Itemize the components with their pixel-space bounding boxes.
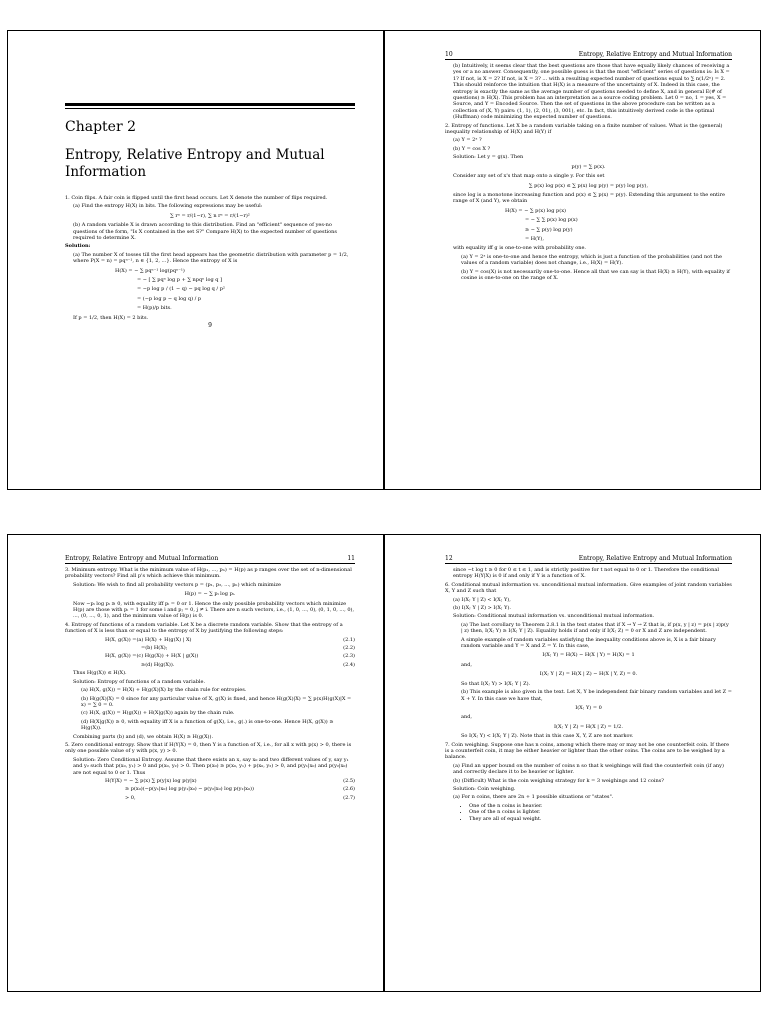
problem-2b: (b) Y = cos X ? xyxy=(453,145,491,152)
document-page-9 xyxy=(7,30,384,490)
equation-entropy-a: H(X) = − ∑ pqⁿ⁻¹ log(pqⁿ⁻¹) xyxy=(115,267,185,274)
solution-2: Solution: Let y = g(x). Then xyxy=(453,154,524,161)
solution-6-title: Solution: Conditional mutual information vs. unconditional mutual information. xyxy=(453,613,655,620)
equation-2-4: ≥(d) H(g(X)). (2.4) xyxy=(141,661,355,668)
equation-hx-d: = H(Y), xyxy=(525,235,544,242)
problem-7a: (a) Find an upper bound on the number of coins n so that k weighings will find the counterfeit coin (if any) and correctly declare it to be heavier or lighter. xyxy=(453,762,724,776)
solution-7-title: Solution: Coin weighing. xyxy=(453,785,516,792)
solution-2b: (b) Y = cos(X) is not necessarily one-to-one. Hence all that we can say is that H(X) ≥ H(Y), with equality if cosine is one-to-one on the range of X. xyxy=(461,268,730,281)
paragraph-equality: with equality iff g is one-to-one with probability one. xyxy=(453,245,587,252)
solution-4d: (d) H(X|g(X)) ≥ 0, with equality iff X is a function of g(X), i.e., g(.) is one-to-one. Hence H(X, g(X)) ≥ H(g(X)). xyxy=(81,718,334,732)
solution-6a: (a) The last corollary to Theorem 2.8.1 in the text states that if X → Y → Z that is, if p(x, y | z) = p(x | z)p(y | z) then, I(X; Y) ≥ I(X; Y | Z). Equality holds if and only if I(X; Z) = 0 or X and Z are independent. xyxy=(461,621,729,635)
equation-py: p(y) = ∑ p(x). xyxy=(571,163,606,170)
header-title: Entropy, Relative Entropy and Mutual Information xyxy=(578,51,732,58)
solution-4b: (b) H(g(X)|X) = 0 since for any particular value of X, g(X) is fixed, and hence H(g(X)|X) = ∑ p(x)H(g(X)|X = x) = ∑ 0 = 0. xyxy=(81,695,352,708)
paragraph-not-markov: So I(X; Y) < I(X; Y | Z). Note that in this case X, Y, Z are not markov. xyxy=(461,733,634,740)
chapter-label: Chapter 2 xyxy=(65,119,136,135)
equation-ixyz: I(X; Y | Z) = H(X | Z) − H(X | Y, Z) = 0. xyxy=(539,671,638,678)
page-header xyxy=(65,555,355,564)
paragraph-since: since −t log t ≥ 0 for 0 ≤ t ≤ 1, and is strictly positive for t not equal to 0 or 1. Therefore the conditional entropy H(Y|X) is 0 if and only if Y is a function of X. xyxy=(453,567,719,580)
equation-entropy-e: = H(p)/p bits. xyxy=(137,305,172,312)
solution-4c: (c) H(X, g(X)) = H(g(X)) + H(X|g(X)) again by the chain rule. xyxy=(81,710,235,717)
problem-7b: (b) (Difficult) What is the coin weighing strategy for k = 3 weighings and 12 coins? xyxy=(453,777,664,784)
equation-2-7: > 0, (2.7) xyxy=(125,794,355,801)
solution-3: Solution: We wish to find all probability vectors p = (p₁, p₂, ..., pₙ) which minimize xyxy=(73,581,281,588)
problem-5: 5. Zero conditional entropy. Show that if H(Y|X) = 0, then Y is a function of X, i.e., for all x with p(x) > 0, there is only one possible value of y with p(x, y) > 0. xyxy=(65,741,352,755)
solution-5: Solution: Zero Conditional Entropy. Assume that there exists an x, say x₀ and two different values of y, say y₁ and y₂ such that p(x₀, y₁) > 0 and p(x₀, y₂) > 0. Then p(x₀) ≥ p(x₀, y₁) + p(x₀, y₂) > 0, and p(y₁|x₀) and p(y₂|x₀) are not equal to 0 or 1. Thus xyxy=(73,756,349,776)
paragraph-thus: Thus H(g(X)) ≤ H(X). xyxy=(73,670,127,677)
page-header xyxy=(445,555,732,564)
header-page-number: 11 xyxy=(347,555,355,562)
page-number: 9 xyxy=(208,322,212,330)
chapter-title: Entropy, Relative Entropy and Mutual Information xyxy=(65,147,325,180)
document-page-12 xyxy=(384,534,761,992)
equation-ixy-zero: I(X; Y) = 0 xyxy=(575,704,602,711)
header-page-number: 12 xyxy=(445,555,453,562)
equation-ixyz-half: I(X; Y | Z) = H(X | Z) = 1/2. xyxy=(554,723,623,730)
equation-hx-c: ≥ − ∑ p(y) log p(y) xyxy=(525,226,573,233)
solution-4a: (a) H(X, g(X)) = H(X) + H(g(X)|X) by the chain rule for entropies. xyxy=(81,687,247,694)
equation-2-2: =(b) H(X); (2.2) xyxy=(141,645,355,652)
and-label: and, xyxy=(461,714,472,721)
equation-sum-log: ∑ p(x) log p(x) ≤ ∑ p(x) log p(y) = p(y) log p(y), xyxy=(528,182,649,189)
solution-1b: (b) Intuitively, it seems clear that the best questions are those that have equally likely chances of receiving a yes or a no answer. Consequently, one possible guess is that the most "efficient" series of questions is: Is X = 1? If not, is X = 2? If not, is X = 3? ... with a resulting expected number of questions equal to ∑ n(1/2ⁿ) = 2. This should reinforce the intuition that H(X) is a measure of the uncertainty of X. Indeed in this case, the entropy is exactly the same as the average number of questions needed to define X, and in general E(# of questions) ≥ H(X). This problem has an interpretation as a source coding problem. Let 0 = no, 1 = yes, X = Source, and Y = Encoded Source. Then the set of questions in the above procedure can be written as a collection of (X, Y) pairs: (1, 1), (2, 01), (3, 001), etc. In fact, this intuitively derived code is the optimal (Huffman) code minimizing the expected number of questions. xyxy=(453,63,730,121)
document-page-10 xyxy=(384,30,761,490)
list-item: • One of the n coins is lighter. xyxy=(469,809,732,815)
problem-1: 1. Coin flips. A fair coin is flipped until the first head occurs. Let X denote the number of flips required. xyxy=(65,195,328,201)
equation-hx-b: = − ∑ ∑ p(x) log p(x) xyxy=(525,217,578,224)
problem-3: 3. Minimum entropy. What is the minimum value of H(p₁, ..., pₙ) = H(p) as p ranges over the set of n-dimensional probability vectors? Find all p's which achieve this minimum. xyxy=(65,567,352,580)
document-page-11 xyxy=(7,534,384,992)
paragraph-so-that: So that I(X; Y) > I(X; Y | Z). xyxy=(461,680,531,687)
problem-6b: (b) I(X; Y | Z) > I(X; Y). xyxy=(453,605,512,612)
problem-2: 2. Entropy of functions. Let X be a random variable taking on a finite number of values. What is the (general) inequality relationship of H(X) and H(Y) if xyxy=(445,122,723,136)
solution-4-title: Solution: Entropy of functions of a random variable. xyxy=(73,678,206,685)
solution-2a: (a) Y = 2ˣ is one-to-one and hence the entropy, which is just a function of the probabilities (and not the values of a random variable) does not change, i.e., H(X) = H(Y). xyxy=(461,253,722,267)
solution-result: If p = 1/2, then H(X) = 2 bits. xyxy=(73,314,149,321)
states-list xyxy=(445,803,732,822)
paragraph-monotone: since log is a monotone increasing function and p(x) ≤ ∑ p(x) = p(y). Extending this argument to the entire range of X (and Y), we obtain xyxy=(453,191,725,205)
header-title: Entropy, Relative Entropy and Mutual Information xyxy=(578,555,732,562)
problem-7: 7. Coin weighing. Suppose one has n coins, among which there may or may not be one counterfeit coin. If there is a counterfeit coin, it may be either heavier or lighter than the other coins. The coins are to be weighed by a balance. xyxy=(445,741,730,761)
paragraph-example: A simple example of random variables satisfying the inequality conditions above is, X is a fair binary random variable and Y = X and Z = Y. In this case, xyxy=(461,636,716,650)
equation-entropy-d: = (−p log p − q log q) / p xyxy=(137,295,202,302)
problem-6a: (a) I(X; Y | Z) < I(X; Y), xyxy=(453,596,511,603)
and-label: and, xyxy=(461,661,472,668)
page-header xyxy=(445,51,732,60)
equation-series: ∑ rⁿ = r/(1−r), ∑ n rⁿ = r/(1−r)² xyxy=(170,212,250,219)
equation-ixy: I(X; Y) = H(X) − H(X | Y) = H(X) = 1 xyxy=(542,652,635,659)
equation-2-1: H(X, g(X)) =(a) H(X) + H(g(X) | X) (2.1) xyxy=(105,636,355,643)
problem-1b: (b) A random variable X is drawn according to this distribution. Find an "efficient" sequence of yes-no questions of the form, "Is X contained in the set S?" Compare H(X) to the expected number of questions required to determine X. xyxy=(73,222,337,242)
equation-hp: H(p) = − ∑ pᵢ log pᵢ. xyxy=(184,591,236,598)
equation-2-6: ≥ p(x₀)(−p(y₁|x₀) log p(y₁|x₀) − p(y₂|x₀) log p(y₂|x₀)) (2.6) xyxy=(125,786,355,793)
equation-hx-a: H(X) = − ∑ p(x) log p(x) xyxy=(505,207,566,214)
problem-4: 4. Entropy of functions of a random variable. Let X be a discrete random variable. Show that the entropy of a function of X is less than or equal to the entropy of X by justifying the following steps: xyxy=(65,621,343,635)
equation-2-5: H(Y|X) = − ∑ p(x) ∑ p(y|x) log p(y|x) (2.5) xyxy=(105,777,355,784)
header-page-number: 10 xyxy=(445,51,453,58)
problem-1a: (a) Find the entropy H(X) in bits. The following expressions may be useful: xyxy=(73,203,263,210)
list-item: • They are all of equal weight. xyxy=(469,816,732,822)
problem-6: 6. Conditional mutual information vs. unconditional mutual information. Give examples of joint random variables X, Y and Z such that xyxy=(445,581,732,595)
paragraph-combining: Combining parts (b) and (d), we obtain H(X) ≥ H(g(X)). xyxy=(73,733,214,740)
paragraph-minimum: Now −pᵢ log pᵢ ≥ 0, with equality iff pᵢ = 0 or 1. Hence the only possible probability vectors which minimize H(p) are those with pᵢ = 1 for some i and pⱼ = 0, j ≠ i. There are n such vectors, i.e., (1, 0, ..., 0), (0, 1, 0, ..., 0), ..., (0, ..., 0, 1), and the minimum value of H(p) is 0. xyxy=(73,600,355,620)
list-item: • One of the n coins is heavier. xyxy=(469,803,732,809)
chapter-rule-thin xyxy=(65,108,355,109)
solution-label: Solution: xyxy=(65,243,91,250)
problem-2a: (a) Y = 2ˣ ? xyxy=(453,137,482,144)
paragraph-consider: Consider any set of x's that map onto a single y. For this set xyxy=(453,173,605,180)
header-title: Entropy, Relative Entropy and Mutual Information xyxy=(65,555,219,562)
equation-2-3: H(X, g(X)) =(c) H(g(X)) + H(X | g(X)) (2.3) xyxy=(105,653,355,660)
solution-1a: (a) The number X of tosses till the first head appears has the geometric distribution with parameter p = 1/2, where P(X = n) = pqⁿ⁻¹, n ∈ {1, 2, ...}. Hence the entropy of X is xyxy=(73,251,349,265)
solution-6b: (b) This example is also given in the text. Let X, Y be independent fair binary random variables and let Z = X + Y. In this case we have that, xyxy=(461,689,732,702)
solution-7a: (a) For n coins, there are 2n + 1 possible situations or "states". xyxy=(453,794,614,801)
chapter-rule-thick xyxy=(65,103,355,106)
equation-entropy-b: = − [ ∑ pqⁿ log p + ∑ npqⁿ log q ] xyxy=(137,277,223,284)
equation-entropy-c: = −p log p / (1 − q) − pq log q / p² xyxy=(137,286,225,293)
